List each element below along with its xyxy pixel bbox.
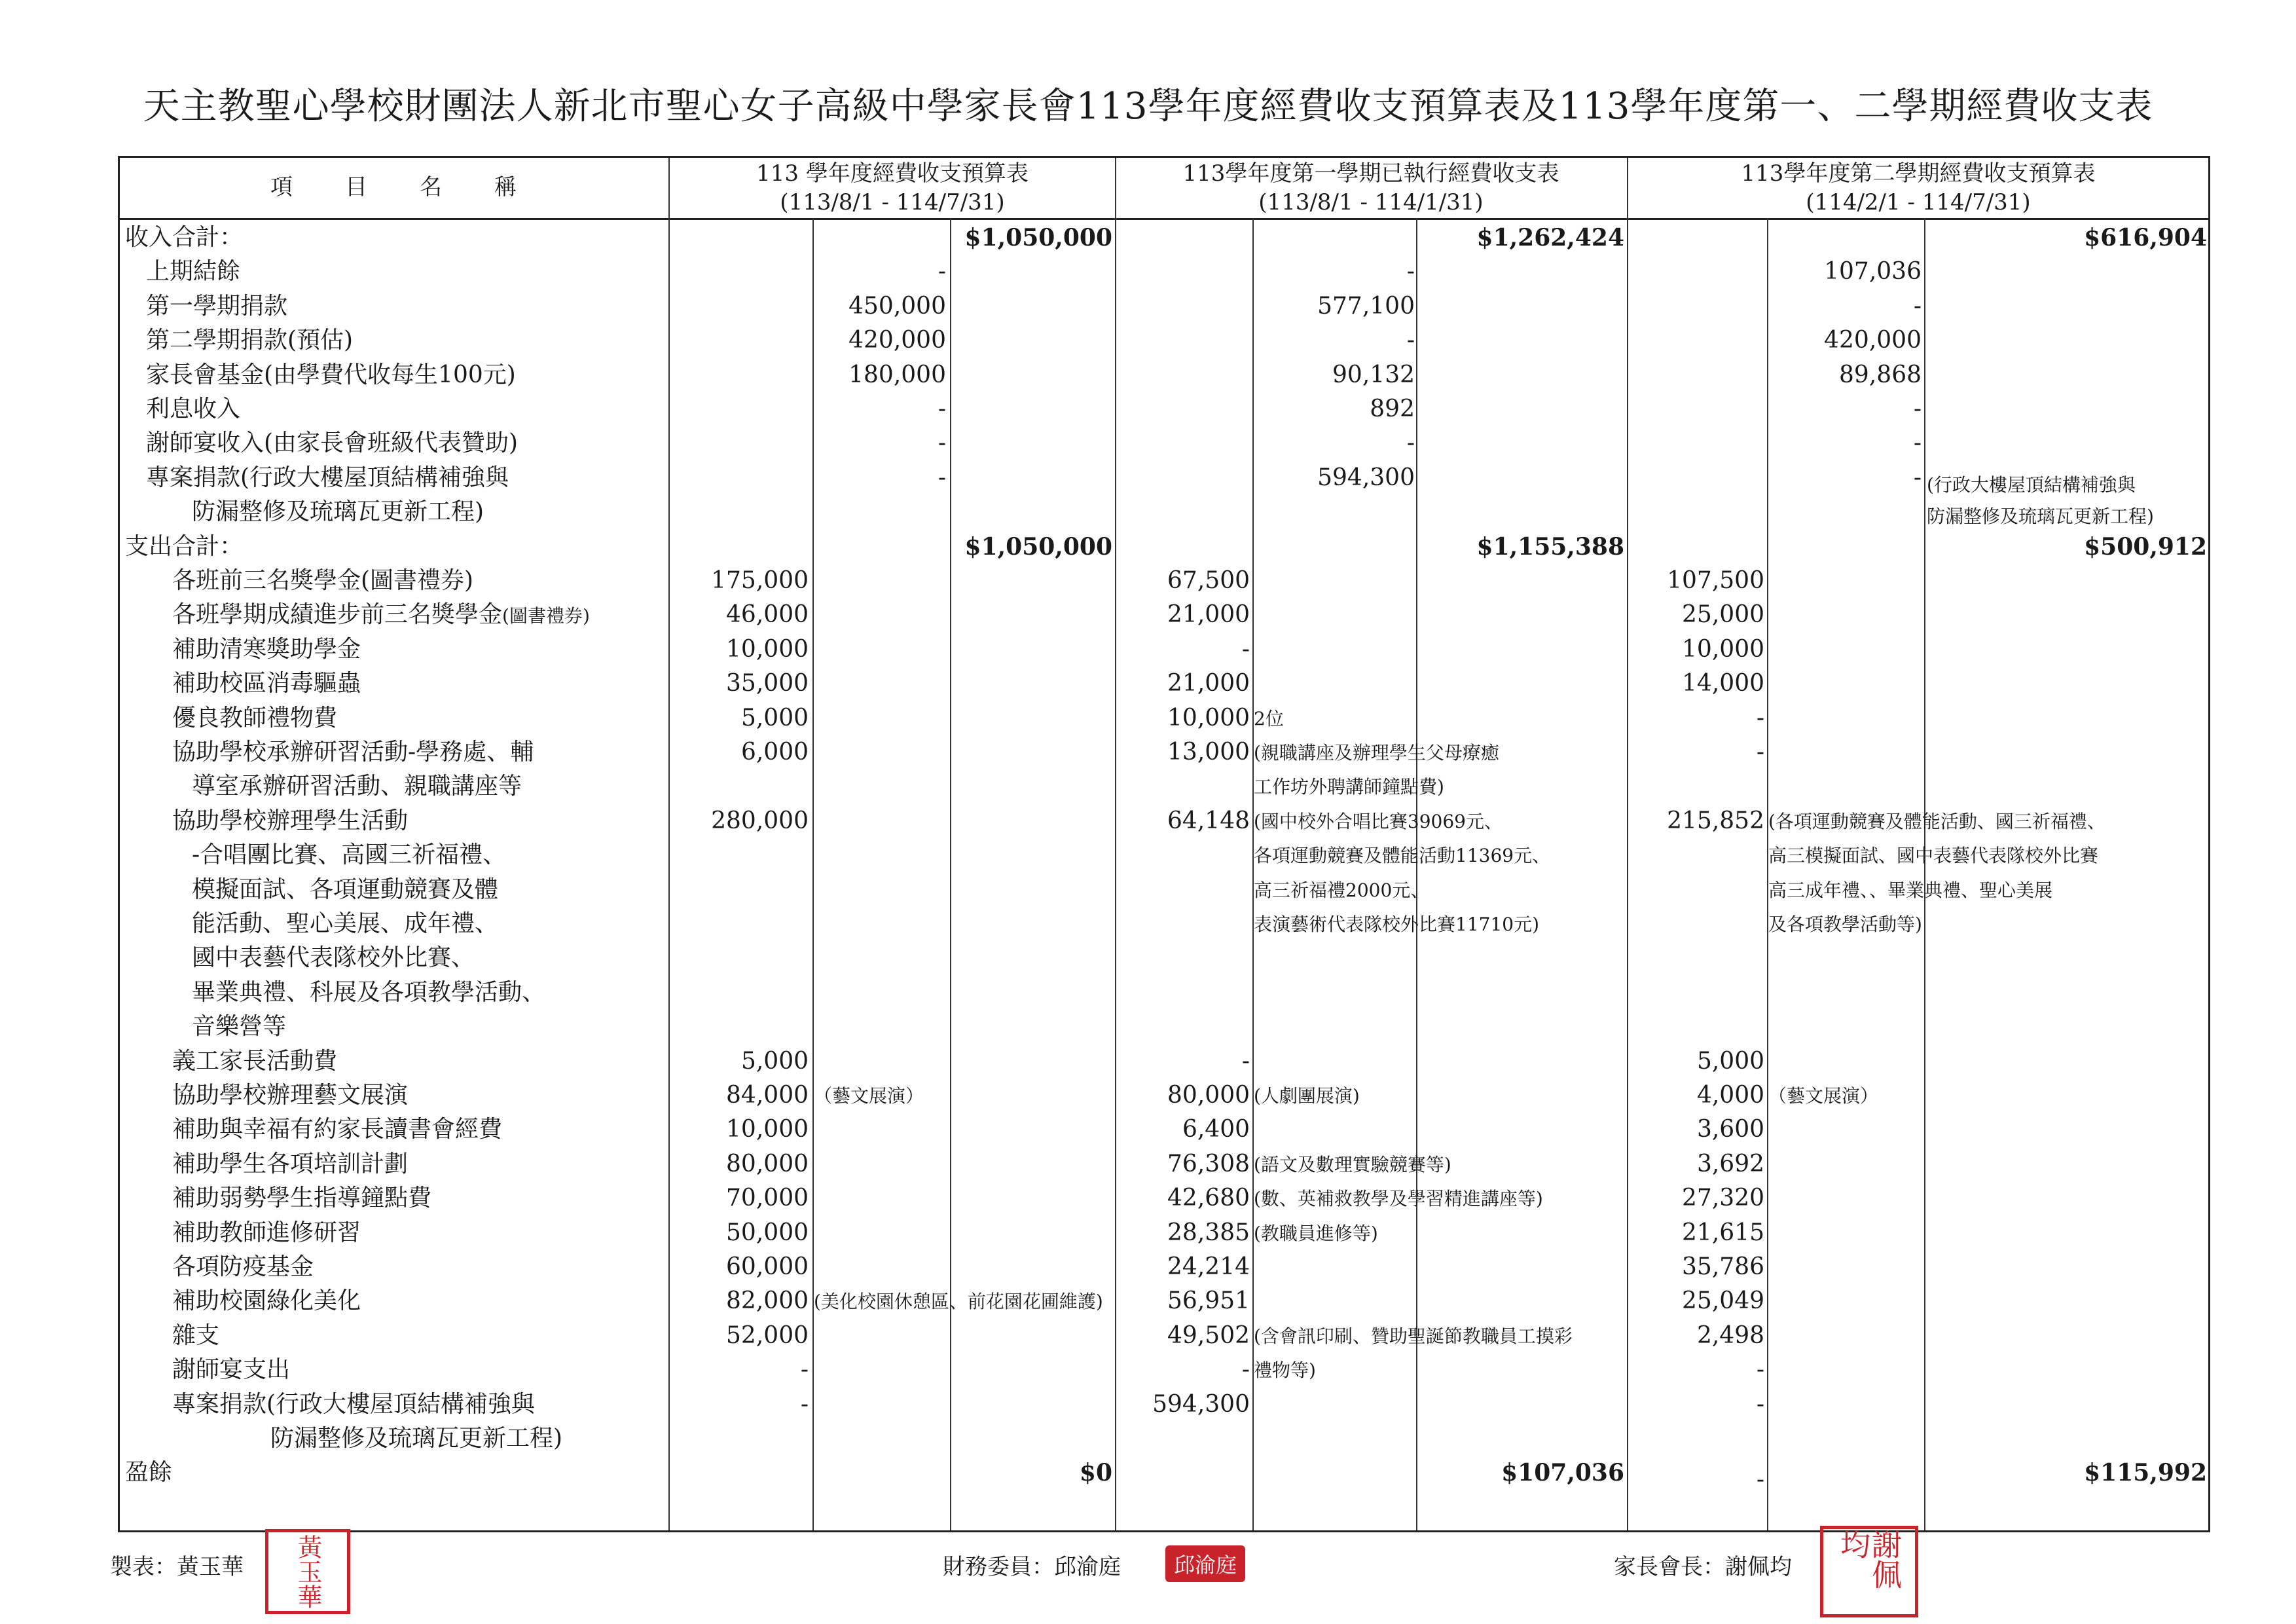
amount-cell: 3,692 bbox=[1696, 1151, 1764, 1177]
row-label: 收入合計： bbox=[125, 224, 244, 251]
row-label: 協助學校辦理學生活動 bbox=[172, 807, 409, 834]
total-amount: $107,036 bbox=[1501, 1459, 1624, 1486]
amount-cell: 175,000 bbox=[711, 567, 809, 594]
amount-cell: 76,308 bbox=[1167, 1151, 1250, 1177]
row-label: 專案捐款(行政大樓屋頂結構補強與 bbox=[146, 464, 509, 491]
note-text: 工作坊外聘講師鐘點費) bbox=[1254, 776, 1444, 798]
note-text: （藝文展演） bbox=[1768, 1085, 1879, 1107]
amount-cell: 21,000 bbox=[1167, 601, 1250, 628]
finance-label: 財務委員：邱渝庭 bbox=[943, 1554, 1121, 1580]
amount-cell: - bbox=[938, 396, 946, 422]
row-label: 第二學期捐款(預估) bbox=[146, 327, 354, 354]
row-label: 補助教師進修研習 bbox=[172, 1219, 361, 1246]
amount-cell: 4,000 bbox=[1696, 1082, 1764, 1109]
amount-cell: 35,786 bbox=[1682, 1253, 1764, 1280]
amount-cell: 420,000 bbox=[1824, 327, 1922, 354]
note-text: 及各項教學活動等) bbox=[1768, 913, 1922, 935]
header-col2-title: 113學年度第一學期已執行經費收支表 bbox=[1182, 160, 1559, 187]
amount-cell: 60,000 bbox=[726, 1253, 809, 1280]
amount-cell: 10,000 bbox=[726, 636, 809, 663]
header-col2-range: (113/8/1 - 114/1/31) bbox=[1258, 189, 1484, 215]
row-label: 專案捐款(行政大樓屋頂結構補強與 bbox=[172, 1391, 536, 1418]
header-divider bbox=[120, 218, 2208, 220]
amount-cell: 180,000 bbox=[848, 361, 946, 388]
note-text: (美化校園休憩區、前花園花圃維護) bbox=[814, 1291, 1103, 1312]
row-label: 模擬面試、各項運動競賽及體 bbox=[192, 876, 499, 903]
row-label: 防漏整修及琉璃瓦更新工程) bbox=[192, 498, 484, 525]
total-amount: $115,992 bbox=[2084, 1459, 2207, 1486]
row-label: 謝師宴收入(由家長會班級代表贊助) bbox=[146, 430, 519, 456]
amount-cell: 2,498 bbox=[1696, 1322, 1764, 1349]
amount-cell: - bbox=[1756, 1391, 1764, 1418]
amount-cell: 25,049 bbox=[1682, 1287, 1764, 1314]
row-label: 家長會基金(由學費代收每生100元) bbox=[146, 361, 516, 388]
row-label: 補助學生各項培訓計劃 bbox=[172, 1151, 409, 1177]
amount-cell: 450,000 bbox=[848, 293, 946, 320]
total-amount: $1,155,388 bbox=[1476, 533, 1624, 561]
row-label: -合唱團比賽、高國三祈福禮、 bbox=[192, 841, 507, 868]
row-label-main: 各班學期成績進步前三名獎學金 bbox=[172, 601, 503, 628]
amount-cell: 24,214 bbox=[1167, 1253, 1250, 1280]
note-text: 高三祈福禮2000元、 bbox=[1254, 879, 1429, 901]
total-amount: $1,050,000 bbox=[964, 533, 1112, 561]
header-col3-title: 113學年度第二學期經費收支預算表 bbox=[1741, 160, 2096, 187]
header-col3-range: (114/2/1 - 114/7/31) bbox=[1806, 189, 2031, 215]
note-text: 禮物等) bbox=[1254, 1359, 1316, 1381]
header-col1-title: 113 學年度經費收支預算表 bbox=[756, 160, 1029, 187]
row-label: 補助校園綠化美化 bbox=[172, 1287, 361, 1314]
amount-cell: 21,000 bbox=[1167, 670, 1250, 697]
amount-cell: 82,000 bbox=[726, 1287, 809, 1314]
row-label: 協助學校辦理藝文展演 bbox=[172, 1082, 409, 1109]
row-label: 支出合計： bbox=[125, 533, 244, 560]
row-label: 協助學校承辦研習活動-學務處、輔 bbox=[172, 739, 534, 766]
amount-cell: - bbox=[1913, 293, 1922, 320]
total-amount: $500,912 bbox=[2084, 533, 2207, 561]
amount-cell: - bbox=[1756, 705, 1764, 731]
amount-cell: - bbox=[1241, 1356, 1250, 1383]
amount-cell: - bbox=[1406, 430, 1415, 456]
amount-cell: 420,000 bbox=[848, 327, 946, 354]
col-divider bbox=[1627, 158, 1628, 1530]
amount-cell: 49,502 bbox=[1167, 1322, 1250, 1349]
row-label: 義工家長活動費 bbox=[172, 1048, 338, 1075]
col-divider bbox=[950, 218, 951, 1530]
finance-seal: 邱渝庭 bbox=[1165, 1545, 1245, 1582]
amount-cell: - bbox=[1756, 1356, 1764, 1383]
amount-cell: - bbox=[1241, 1048, 1250, 1075]
amount-cell: 50,000 bbox=[726, 1219, 809, 1246]
note-text: (親職講座及辦理學生父母療癒 bbox=[1254, 742, 1499, 764]
amount-cell: 892 bbox=[1370, 396, 1415, 422]
amount-cell: 80,000 bbox=[726, 1151, 809, 1177]
amount-cell: 10,000 bbox=[1682, 636, 1764, 663]
col-divider bbox=[1924, 218, 1925, 1530]
row-label: 補助弱勢學生指導鐘點費 bbox=[172, 1185, 432, 1211]
amount-cell: 89,868 bbox=[1839, 361, 1922, 388]
amount-cell: 27,320 bbox=[1682, 1185, 1764, 1211]
c-project-note-2: 防漏整修及琉璃瓦更新工程) bbox=[1927, 506, 2154, 527]
row-label: 防漏整修及琉璃瓦更新工程) bbox=[270, 1425, 563, 1452]
amount-cell: 28,385 bbox=[1167, 1219, 1250, 1246]
note-text: (含會訊印刷、贊助聖誕節教職員工摸彩 bbox=[1254, 1325, 1573, 1347]
amount-cell: - bbox=[1913, 430, 1922, 456]
amount-cell: 5,000 bbox=[1696, 1048, 1764, 1075]
note-text: 表演藝術代表隊校外比賽11710元) bbox=[1254, 913, 1539, 935]
amount-cell: 6,000 bbox=[740, 739, 809, 766]
amount-cell: 577,100 bbox=[1317, 293, 1415, 320]
row-label: 第一學期捐款 bbox=[146, 293, 288, 320]
header-item-name: 項 目 名 稱 bbox=[270, 174, 519, 200]
header-col1-range: (113/8/1 - 114/7/31) bbox=[780, 189, 1005, 215]
chair-seal: 謝佩均 bbox=[1820, 1526, 1918, 1617]
amount-cell: 46,000 bbox=[726, 601, 809, 628]
col-divider bbox=[812, 218, 814, 1530]
row-label: 補助與幸福有約家長讀書會經費 bbox=[172, 1116, 503, 1143]
total-amount: $1,050,000 bbox=[964, 224, 1112, 251]
amount-cell: - bbox=[800, 1391, 809, 1418]
budget-table bbox=[118, 156, 2210, 1532]
row-label: 補助校區消毒驅蟲 bbox=[172, 670, 361, 697]
note-text: (語文及數理實驗競賽等) bbox=[1254, 1154, 1451, 1175]
amount-cell: 594,300 bbox=[1317, 464, 1415, 491]
amount-cell: 84,000 bbox=[726, 1082, 809, 1109]
col-divider bbox=[1767, 218, 1768, 1530]
row-label: 各班前三名獎學金(圖書禮券) bbox=[172, 567, 474, 594]
row-label: 盈餘 bbox=[125, 1459, 173, 1486]
total-amount: $0 bbox=[1079, 1459, 1112, 1486]
preparer-label: 製表：黃玉華 bbox=[110, 1554, 244, 1580]
amount-cell: 25,000 bbox=[1682, 601, 1764, 628]
row-label: 國中表藝代表隊校外比賽、 bbox=[192, 944, 475, 971]
row-label: 畢業典禮、科展及各項教學活動、 bbox=[192, 979, 546, 1006]
amount-cell: 14,000 bbox=[1682, 670, 1764, 697]
row-label: 利息收入 bbox=[146, 396, 241, 422]
note-text: (國中校外合唱比賽39069元、 bbox=[1254, 811, 1503, 832]
row-label: 上期結餘 bbox=[146, 258, 241, 285]
amount-cell: 107,500 bbox=[1667, 567, 1764, 594]
amount-cell: - bbox=[1406, 258, 1415, 285]
amount-cell: - bbox=[1241, 636, 1250, 663]
row-label: 能活動、聖心美展、成年禮、 bbox=[192, 910, 499, 937]
note-text: 各項運動競賽及體能活動11369元、 bbox=[1254, 845, 1551, 866]
note-text: (教職員進修等) bbox=[1254, 1223, 1378, 1244]
amount-cell: 280,000 bbox=[711, 807, 809, 834]
amount-cell: 107,036 bbox=[1824, 258, 1922, 285]
preparer-seal: 黃玉華 bbox=[265, 1529, 350, 1614]
row-label: 音樂營等 bbox=[192, 1013, 287, 1040]
amount-cell: 42,680 bbox=[1167, 1185, 1250, 1211]
total-amount: $1,262,424 bbox=[1476, 224, 1624, 251]
note-text: 高三成年禮、、畢業典禮、聖心美展 bbox=[1768, 879, 2053, 901]
row-label-note: (圖書禮券) bbox=[502, 605, 590, 627]
amount-cell: 80,000 bbox=[1167, 1082, 1250, 1109]
amount-cell: - bbox=[800, 1356, 809, 1383]
amount-cell: 70,000 bbox=[726, 1185, 809, 1211]
col-divider bbox=[1115, 158, 1116, 1530]
amount-cell: - bbox=[1406, 327, 1415, 354]
row-label: 雜支 bbox=[172, 1322, 220, 1349]
row-label: 各項防疫基金 bbox=[172, 1253, 314, 1280]
amount-cell: - bbox=[1756, 739, 1764, 766]
note-text: 2位 bbox=[1254, 708, 1284, 729]
note-text: (人劇團展演) bbox=[1254, 1085, 1360, 1107]
amount-cell: 5,000 bbox=[740, 1048, 809, 1075]
amount-cell: 6,400 bbox=[1182, 1116, 1250, 1143]
amount-cell: 52,000 bbox=[726, 1322, 809, 1349]
row-label: 謝師宴支出 bbox=[172, 1356, 291, 1383]
note-text: 高三模擬面試、國中表藝代表隊校外比賽 bbox=[1768, 845, 2099, 866]
amount-cell: 10,000 bbox=[1167, 705, 1250, 731]
amount-cell: 90,132 bbox=[1332, 361, 1415, 388]
c-last-dash: - bbox=[1756, 1466, 1764, 1493]
amount-cell: - bbox=[1913, 396, 1922, 422]
note-text: （藝文展演） bbox=[814, 1085, 924, 1107]
row-label: 導室承辦研習活動、親職講座等 bbox=[192, 773, 522, 800]
amount-cell: 10,000 bbox=[726, 1116, 809, 1143]
amount-cell: 5,000 bbox=[740, 705, 809, 731]
amount-cell: 56,951 bbox=[1167, 1287, 1250, 1314]
amount-cell: 35,000 bbox=[726, 670, 809, 697]
amount-cell: - bbox=[938, 258, 946, 285]
row-label bbox=[172, 602, 590, 629]
note-text: (數、英補救教學及學習精進講座等) bbox=[1254, 1188, 1543, 1209]
chair-label: 家長會長：謝佩均 bbox=[1614, 1554, 1792, 1580]
amount-cell: 13,000 bbox=[1167, 739, 1250, 766]
amount-cell: 21,615 bbox=[1682, 1219, 1764, 1246]
amount-cell: 64,148 bbox=[1167, 807, 1250, 834]
c-project-note-1: (行政大樓屋頂結構補強與 bbox=[1927, 474, 2136, 496]
row-label: 補助清寒獎助學金 bbox=[172, 636, 361, 663]
amount-cell: 594,300 bbox=[1152, 1391, 1250, 1418]
amount-cell: 67,500 bbox=[1167, 567, 1250, 594]
amount-cell: - bbox=[938, 464, 946, 491]
amount-cell: - bbox=[938, 430, 946, 456]
note-text: (各項運動競賽及體能活動、國三祈福禮、 bbox=[1768, 811, 2105, 832]
amount-cell: - bbox=[1913, 464, 1922, 491]
total-amount: $616,904 bbox=[2084, 224, 2207, 251]
document-title: 天主教聖心學校財團法人新北市聖心女子高級中學家長會113學年度經費收支預算表及113學年度第一、二學期經費收支表 bbox=[143, 85, 2153, 128]
amount-cell: 3,600 bbox=[1696, 1116, 1764, 1143]
row-label: 優良教師禮物費 bbox=[172, 705, 338, 731]
amount-cell: 215,852 bbox=[1667, 807, 1764, 834]
col-divider bbox=[668, 158, 670, 1530]
